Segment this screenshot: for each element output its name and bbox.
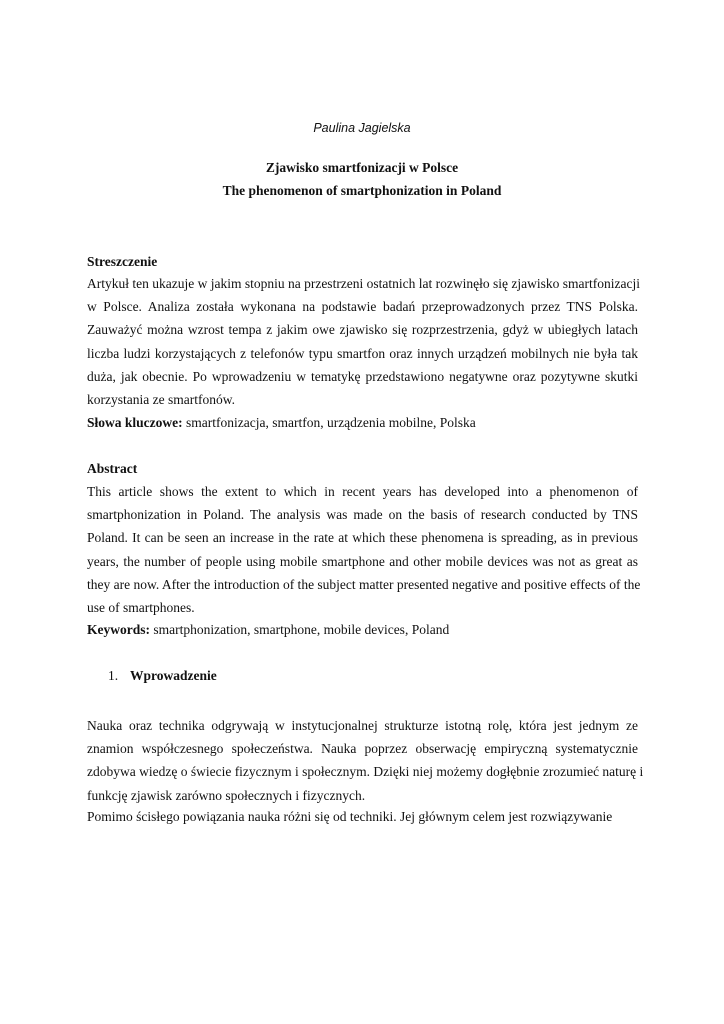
text-line: Zauważyć można wzrost tempa z jakim owe zjawisko się rozprzestrzenia, gdyż w ubiegłych latach: [87, 322, 638, 338]
abstract-paragraph: [87, 480, 641, 619]
text-line: w Polsce. Analiza została wykonana na podstawie badań przeprowadzonych przez TNS Polska.: [87, 299, 638, 315]
text-line: zdobywa wiedzę o świecie fizycznym i społecznym. Dzięki niej możemy dogłębnie zrozumieć naturę i: [87, 764, 644, 780]
keywords-pl-text: smartfonizacja, smartfon, urządzenia mobilne, Polska: [182, 415, 476, 430]
text-line: Artykuł ten ukazuje w jakim stopniu na przestrzeni ostatnich lat rozwinęło się zjawisko smartfonizacji: [87, 276, 640, 291]
section-paragraph-2: Pomimo ścisłego powiązania nauka różni się od techniki. Jej głównym celem jest rozwiązywanie: [87, 809, 613, 824]
text-line: liczba ludzi korzystających z telefonów typu smartfon oraz innych urządzeń mobilnych nie była tak: [87, 345, 638, 361]
text-line: Poland. It can be seen an increase in the rate at which these phenomena is spreading, as in previous: [87, 530, 638, 546]
text-line: smartphonization in Poland. The analysis was made on the basis of research conducted by TNS: [87, 507, 638, 523]
section-number: 1.: [108, 668, 119, 683]
text-line: funkcję zjawisk zarówno społecznych i fizycznych.: [87, 787, 366, 803]
title-polish: Zjawisko smartfonizacji w Polsce: [265, 160, 459, 175]
streszczenie-paragraph: [87, 272, 638, 411]
text-line: znamion współczesnego społeczeństwa. Nauka poprzez obserwację empiryczną systematycznie: [87, 741, 638, 757]
text-line: This article shows the extent to which in recent years has developed into a phenomenon of: [87, 484, 638, 499]
text-line: use of smartphones.: [87, 600, 195, 616]
text-line: years, the number of people using mobile smartphone and other mobile devices was not as great as: [87, 553, 638, 569]
text-line: they are now. After the introduction of the subject matter presented negative and positive effects of the: [87, 576, 641, 592]
abstract-heading: Abstract: [87, 461, 138, 476]
title-english: The phenomenon of smartphonization in Poland: [222, 183, 502, 198]
keywords-pl: [87, 415, 638, 431]
author-name: Paulina Jagielska: [313, 121, 411, 135]
section-title: Wprowadzenie: [130, 668, 217, 683]
streszczenie-heading: Streszczenie: [87, 254, 158, 269]
keywords-en-text: smartphonization, smartphone, mobile devices, Poland: [150, 622, 450, 637]
text-line: Nauka oraz technika odgrywają w instytucjonalnej strukturze istotną rolę, która jest jednym ze: [87, 718, 638, 733]
keywords-pl-label: Słowa kluczowe:: [87, 415, 183, 430]
keywords-en-label: Keywords:: [87, 622, 150, 637]
keywords-en: [87, 622, 638, 638]
section-paragraph: [87, 714, 644, 807]
text-line: duża, jak obecnie. Po wprowadzeniu w tematykę przedstawiono negatywne oraz pozytywne skutki: [87, 368, 638, 384]
text-line: korzystania ze smartfonów.: [87, 392, 235, 408]
